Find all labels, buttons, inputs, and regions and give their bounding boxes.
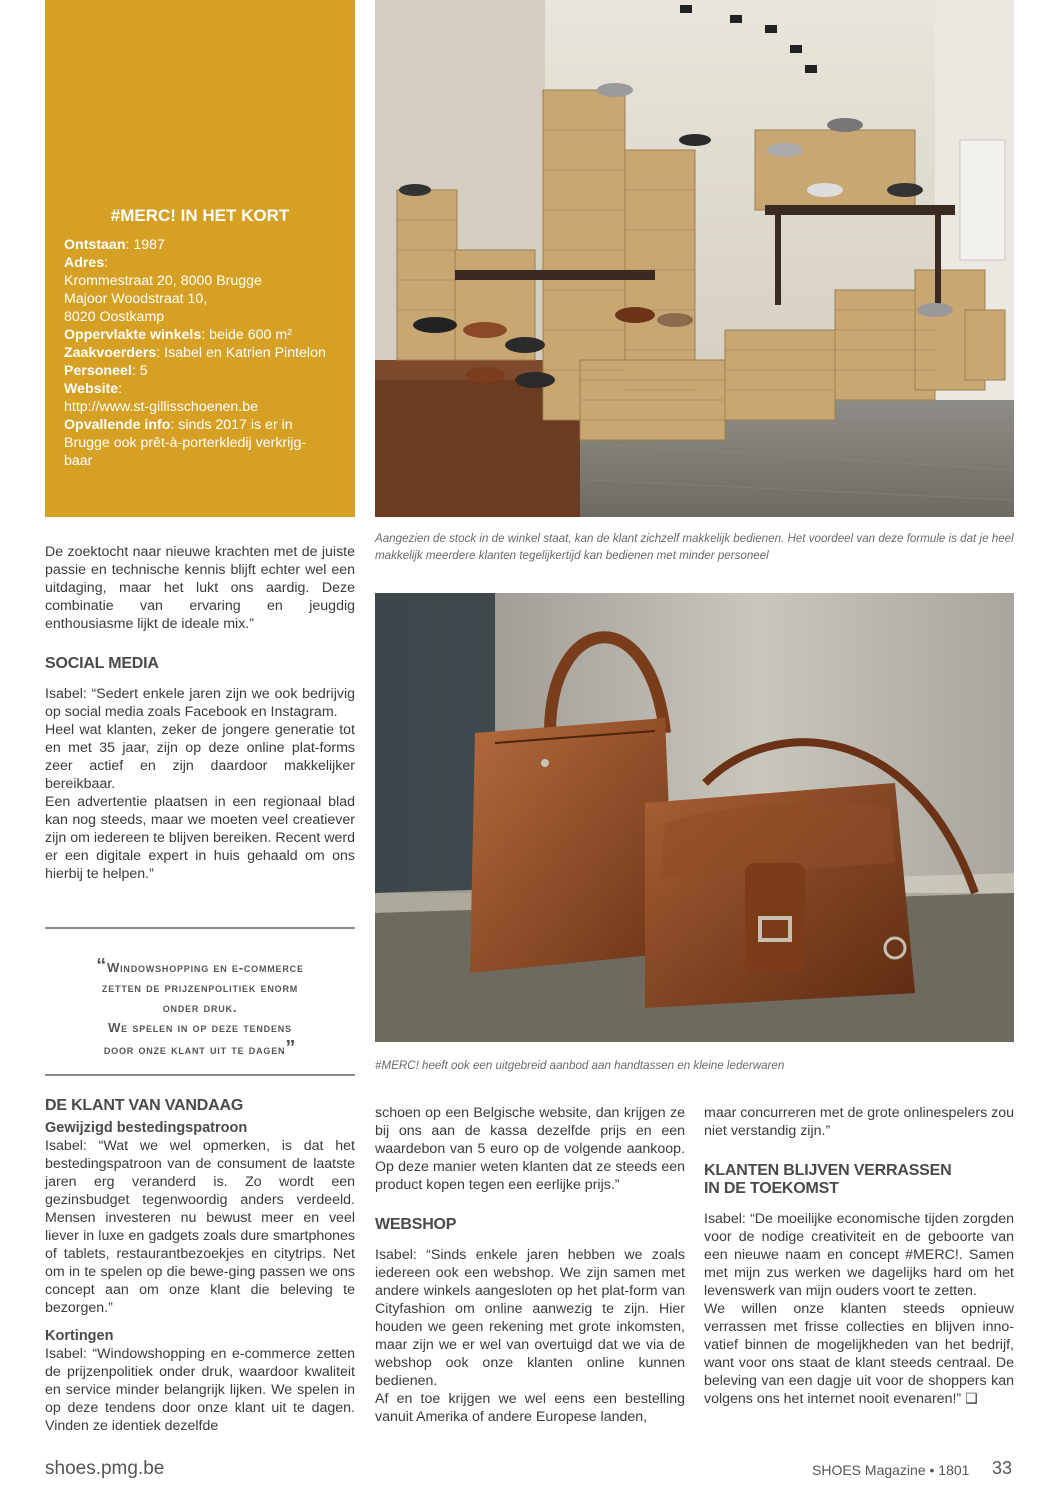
adres-line-1: Krommestraat 20, 8000 Brugge (64, 273, 262, 289)
page-number: 33 (992, 1458, 1013, 1478)
intro-paragraph: De zoektocht naar nieuwe krachten met de juiste passie en technische kennis blijft echter wel een uitdaging, maar het lukt ons aardig. Deze combinatie van ervaring en jeugdig enthousiasme lijkt de ideale mix.” (45, 544, 355, 632)
quote-line-4: We spelen in op deze tendens (108, 1020, 292, 1035)
kortingen-subheading: Kortingen (45, 1328, 114, 1344)
adres-colon: : (104, 255, 109, 271)
social-media-paragraph-1: Isabel: “Sedert enkele jaren zijn we ook bedrijvig op social media zoals Facebook en Instagram. (45, 686, 355, 720)
end-mark-icon: ❑ (965, 1391, 978, 1407)
website-link[interactable]: http://www.st-gillisschoenen.be (64, 399, 258, 415)
opvallende-value-1: : sinds 2017 is er in (170, 417, 293, 433)
quote-line-1: Windowshopping en e-commerce (107, 960, 304, 975)
oppervlakte-value: : beide 600 m² (201, 327, 292, 343)
website-colon: : (118, 381, 123, 397)
pull-quote (45, 956, 355, 1060)
webshop-paragraph-1: Isabel: “Sinds enkele jaren hebben we zoals iedereen ook een webshop. We zijn samen met andere winkels aangesloten op het plat-form van Cityfashion om online aanwezig te zijn. Hier houden we geen rekening met grote inkomsten, maar zijn we er wel van overtuigd dat we via de webshop ook onze klanten online kunnen bedienen. (375, 1247, 685, 1389)
personeel-label: Personeel (64, 363, 132, 379)
store-interior-photo (375, 0, 1014, 517)
middle-paragraph-1: schoen op een Belgische website, dan krijgen ze bij ons aan de kassa dezelfde prijs en een waardebon van 5 euro op de volgende aankoop. Op deze manier weten klanten dat ze steeds een product kopen tegen een eerlijke prijs.” (375, 1105, 685, 1193)
social-media-heading: SOCIAL MEDIA (45, 655, 159, 672)
quote-open-mark: “ (96, 955, 108, 977)
info-box (45, 0, 355, 517)
oppervlakte-label: Oppervlakte winkels (64, 327, 202, 343)
footer-magazine: SHOES Magazine • 1801 (812, 1462, 970, 1478)
klant-heading: DE KLANT VAN VANDAAG (45, 1097, 244, 1114)
left-column-lower (45, 1097, 355, 1435)
zaakvoerders-label: Zaakvoerders (64, 345, 157, 361)
opvallende-value-3: baar (64, 453, 93, 469)
verrassen-heading-line-1: KLANTEN BLIJVEN VERRASSEN (704, 1162, 952, 1179)
verrassen-heading (704, 1162, 1014, 1198)
info-box-details (64, 236, 346, 470)
info-box-title: #MERC! IN HET KORT (110, 206, 290, 225)
left-column-upper (45, 543, 355, 883)
verrassen-heading-line-2: IN DE TOEKOMST (704, 1180, 839, 1197)
quote-line-3: onder druk. (162, 1000, 238, 1015)
handbags-photo (375, 593, 1014, 1042)
bestedingspatroon-subheading: Gewijzigd bestedingspatroon (45, 1120, 248, 1136)
adres-line-3: 8020 Oostkamp (64, 309, 165, 325)
handbags-illustration (375, 593, 1014, 1042)
verrassen-paragraph-1: Isabel: “De moeilijke economische tijden zorgden voor de nodige creativiteit en de geboorte van een nieuwe naam en concept #MERC!. Samen met mijn zus werken we dagelijks hard om het levenswerk van mijn ouders voort te zetten. (704, 1211, 1014, 1299)
store-photo-caption: Aangezien de stock in de winkel staat, kan de klant zichzelf makkelijk bedienen. Het voordeel van deze formule is dat je heel makkelijk meerdere klanten tegelijkertijd kan bedienen met minder personeel (375, 532, 1014, 562)
footer-website[interactable]: shoes.pmg.be (45, 1458, 165, 1479)
quote-bottom-rule (45, 1074, 355, 1076)
store-interior-illustration (375, 0, 1014, 517)
ontstaan-value: : 1987 (125, 237, 165, 253)
opvallende-label: Opvallende info (64, 417, 171, 433)
quote-line-2: zetten de prijzenpolitiek enorm (101, 980, 299, 995)
quote-top-rule (45, 927, 355, 929)
adres-label: Adres (64, 255, 105, 271)
website-label: Website (64, 381, 119, 397)
verrassen-paragraph-2 (704, 1300, 1014, 1408)
social-media-paragraph-2: Heel wat klanten, zeker de jongere generatie tot en met 35 jaar, zijn op deze online plat-forms zeer actief en zijn daardoor makkelijker bereikbaar. (45, 722, 355, 792)
quote-close-mark: ” (285, 1037, 297, 1059)
ontstaan-label: Ontstaan (64, 237, 126, 253)
webshop-heading: WEBSHOP (375, 1216, 457, 1233)
bestedingspatroon-paragraph: Isabel: “Wat we wel opmerken, is dat het bestedingspatroon van de consument de laatste jaren erg veranderd is. Zo wordt een gezinsbudget tegenwoordig anders verdeeld. Mensen investeren nu bewust meer en veel liever in luxe en gadgets zoals dure smartphones of tablets, restaurantbezoekjes en citytrips. Net om in te spelen op die bewe-ging passen we ons concept aan om onze klant die beleving te bezorgen.” (45, 1138, 355, 1316)
adres-line-2: Majoor Woodstraat 10, (64, 291, 208, 307)
personeel-value: : 5 (131, 363, 148, 379)
bags-photo-caption: #MERC! heeft ook een uitgebreid aanbod aan handtassen en kleine lederwaren (375, 1059, 785, 1072)
social-media-paragraph-3: Een advertentie plaatsen in een regionaal blad kan nog steeds, maar we moeten veel creatiever zijn om iedereen te blijven bereiken. Recent werd er een digitale expert in huis gehaald om ons hierbij te helpen.” (45, 794, 355, 882)
opvallende-value-2: Brugge ook prêt-à-porterkledij verkrijg- (64, 435, 307, 451)
verrassen-paragraph-2-text: We willen onze klanten steeds opnieuw verrassen met frisse collecties en blijven inno-vatief binnen de mogelijkheden van het bedrijf, want voor ons staat de klant steeds centraal. De beleving van een dagje uit voor de shoppers kan volgens ons het internet nooit evenaren!” (704, 1301, 1014, 1407)
middle-column (375, 1104, 685, 1426)
quote-line-5: door onze klant uit te dagen (103, 1042, 286, 1057)
right-paragraph-1: maar concurreren met de grote onlinespelers zou niet verstandig zijn.” (704, 1105, 1014, 1139)
kortingen-paragraph: Isabel: “Windowshopping en e-commerce zetten de prijzenpolitiek onder druk, waardoor kwaliteit en service minder belangrijk lijken. We spelen in op deze tendens door onze klant uit te dagen. Vinden ze identiek dezelfde (45, 1346, 355, 1434)
zaakvoerders-value: : Isabel en Katrien Pintelon (156, 345, 326, 361)
webshop-paragraph-2: Af en toe krijgen we wel eens een bestelling vanuit Amerika of andere Europese landen, (375, 1391, 685, 1425)
right-column (704, 1104, 1014, 1408)
